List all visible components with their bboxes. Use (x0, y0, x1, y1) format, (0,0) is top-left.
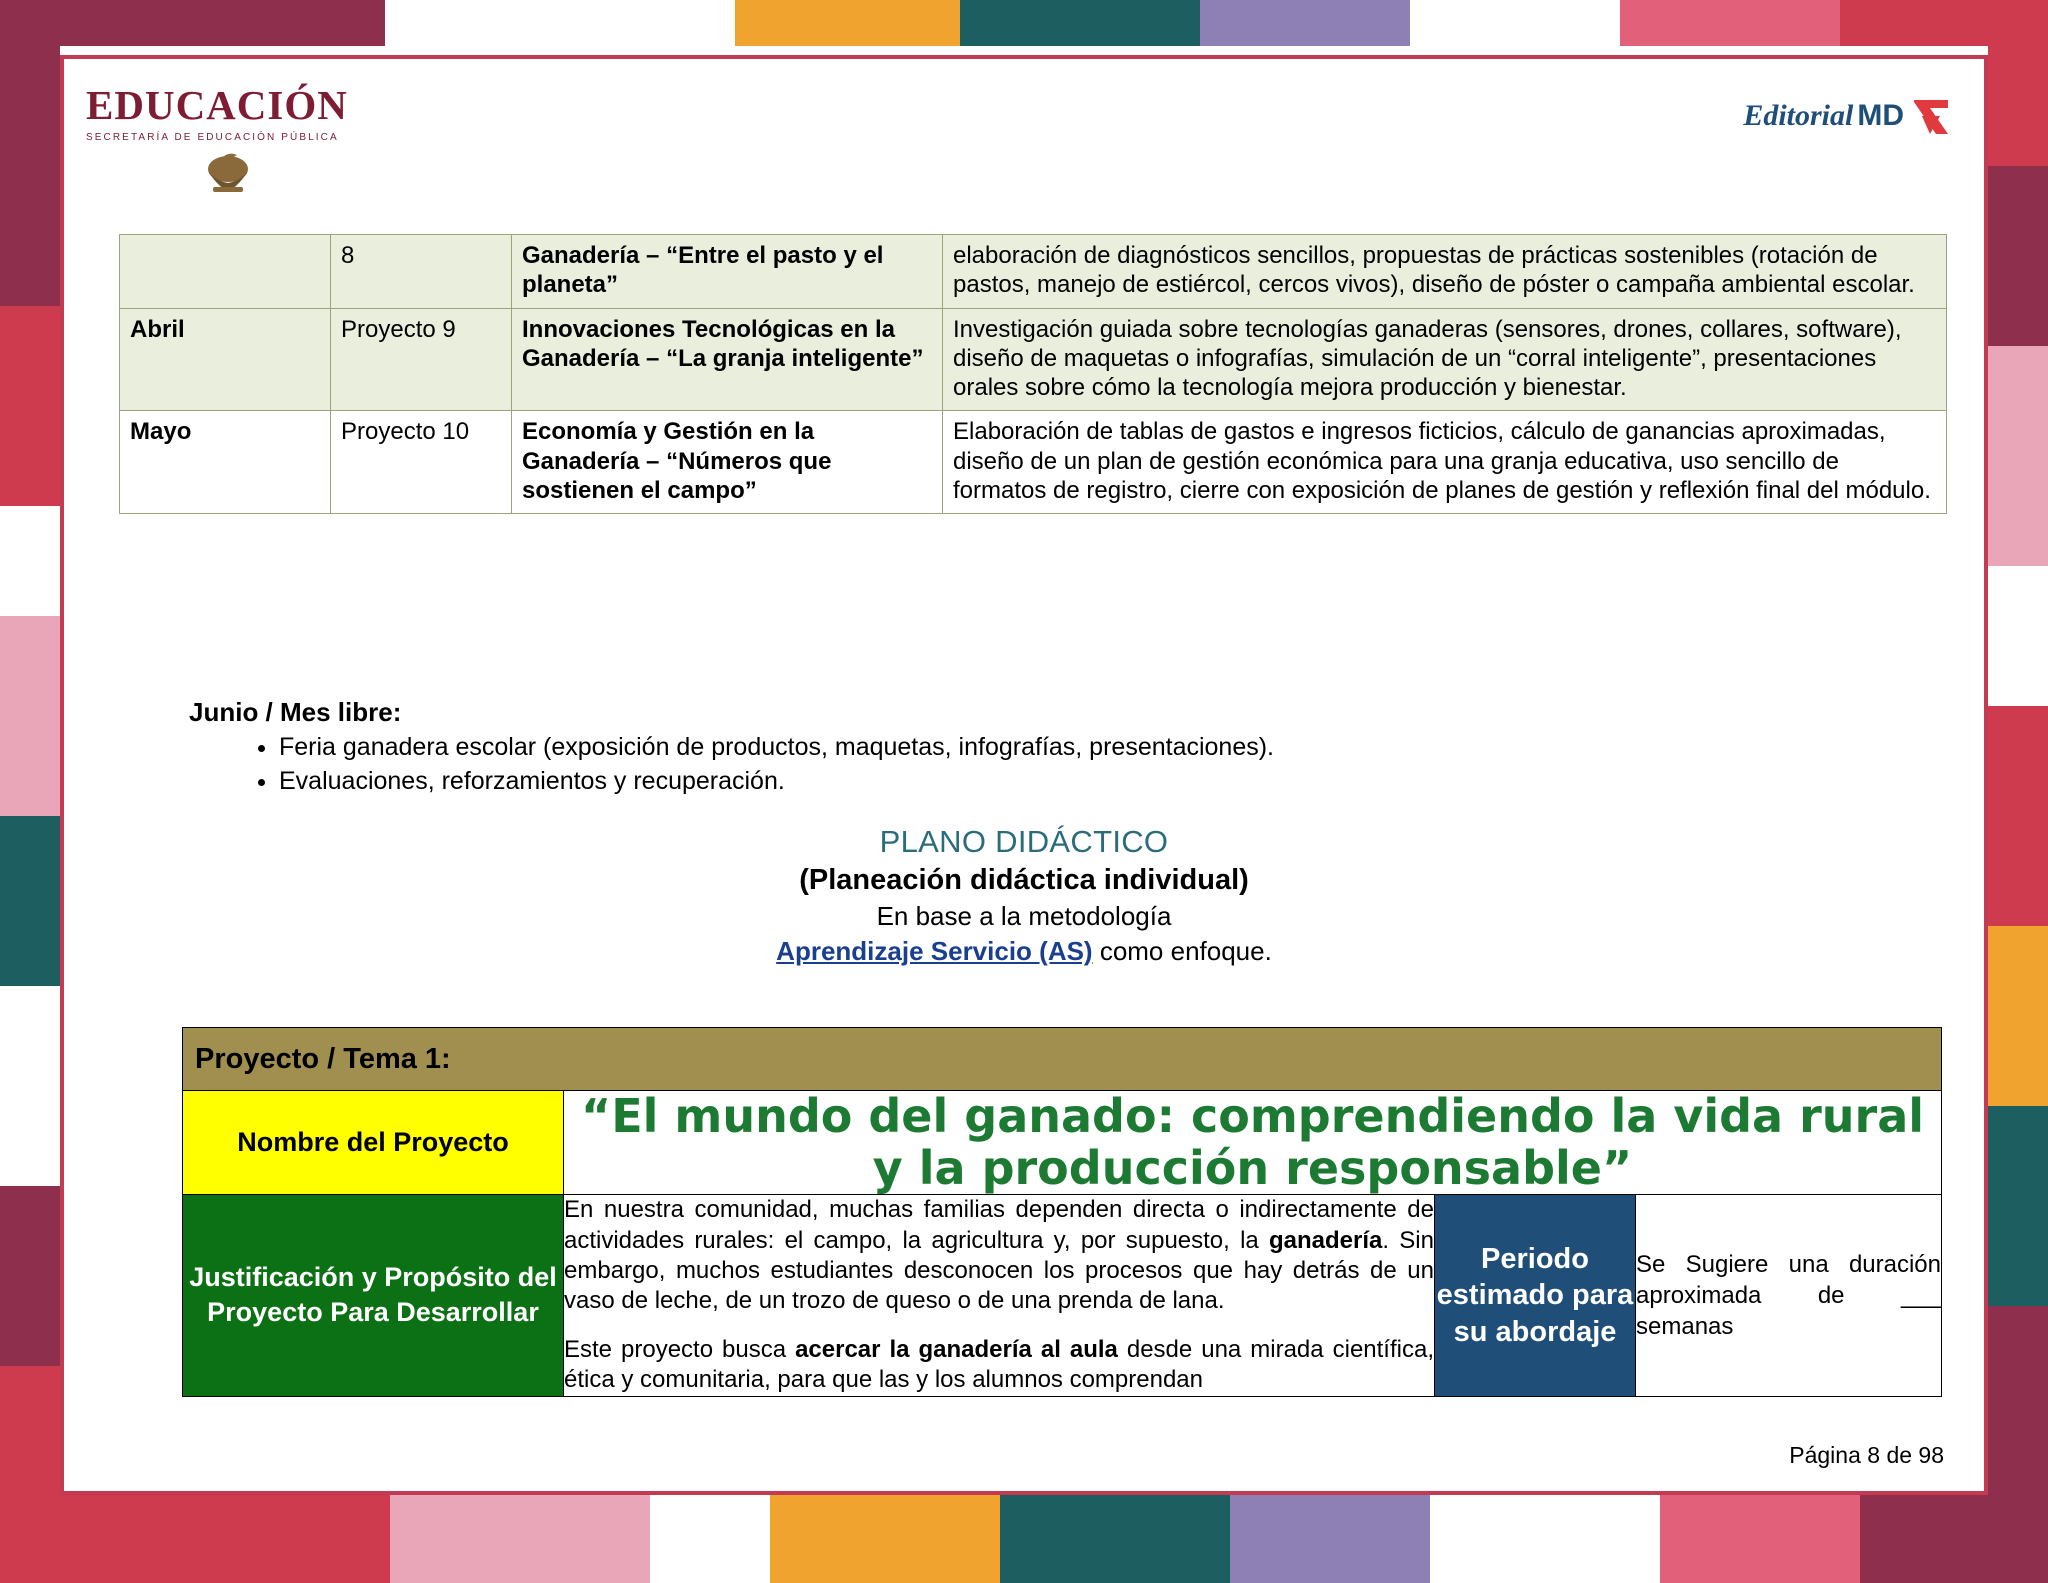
cell-mes: Abril (120, 308, 331, 411)
plano-method-line: En base a la metodología (876, 901, 1172, 931)
deco-block (1200, 0, 1410, 46)
aprendizaje-servicio-link[interactable]: Aprendizaje Servicio (AS) (776, 936, 1093, 966)
sep-logo (86, 81, 506, 208)
project-name-row (183, 1091, 1942, 1195)
cell-descripcion: elaboración de diagnósticos sencillos, propuestas de prácticas sostenibles (rotación de pastos, manejo de estiércol, cercos vivos), diseño de póster o campaña ambiental escolar. (943, 235, 1947, 309)
deco-block (0, 986, 60, 1186)
editorial-md-mark-icon (1908, 94, 1954, 138)
table-row (120, 235, 1947, 309)
deco-block (0, 616, 60, 816)
deco-block (650, 1495, 770, 1583)
cell-tema: Innovaciones Tecnológicas en la Ganadería – “La granja inteligente” (512, 308, 943, 411)
justification-paragraph-2 (564, 1335, 1434, 1396)
project-name-label: Nombre del Proyecto (183, 1091, 564, 1195)
cell-tema: Ganadería – “Entre el pasto y el planeta” (512, 235, 943, 309)
junio-heading: Junio / Mes libre: (189, 697, 402, 727)
duracion-blank-field[interactable]: ___ (1900, 1281, 1941, 1309)
deco-block (1660, 1495, 1860, 1583)
editorial-label: Editorial (1743, 99, 1854, 132)
sep-logo-subtitle: SECRETARÍA DE EDUCACIÓN PÚBLICA (86, 132, 339, 143)
table-row (120, 411, 1947, 514)
plano-didactico-heading (64, 824, 1984, 967)
justification-p1-bold: ganadería (1269, 1226, 1383, 1254)
plano-title: PLANO DIDÁCTICO (879, 824, 1169, 859)
justification-p2-bold: acercar la ganadería al aula (795, 1335, 1118, 1363)
cell-mes: Mayo (120, 411, 331, 514)
deco-block (1988, 166, 2048, 346)
deco-block (0, 506, 60, 616)
deco-block (1620, 0, 1840, 46)
junio-list (239, 731, 1274, 799)
project-card-table (182, 1027, 1942, 1397)
deco-block (1410, 0, 1620, 46)
deco-block (1988, 1106, 2048, 1306)
justification-label: Justificación y Propósito del Proyecto Para Desarrollar (183, 1195, 564, 1397)
deco-block (0, 46, 60, 306)
deco-block (0, 816, 60, 986)
page-number: Página 8 de 98 (1789, 1442, 1944, 1468)
deco-block (735, 0, 960, 46)
deco-block (390, 1495, 650, 1583)
deco-block (1988, 346, 2048, 566)
deco-block (1000, 1495, 1230, 1583)
deco-block (1988, 46, 2048, 166)
duracion-part2: semanas (1636, 1313, 1734, 1341)
monthly-plan-table (119, 234, 1947, 514)
deco-block (0, 0, 385, 46)
justification-p1-part1: En nuestra comunidad, muchas familias dependen directa o indirectamente de actividades rurales: el campo, la agricultura y, por supuesto, la (564, 1196, 1434, 1254)
justification-paragraph-1 (564, 1195, 1434, 1317)
deco-block (0, 1186, 60, 1366)
justification-p2-part1: Este proyecto busca (564, 1335, 796, 1363)
justification-p1-part2: . Sin embargo, muchos estudiantes desconocen los procesos que hay detrás de un vaso de leche, de un trozo de queso o de una prenda de lana. (564, 1226, 1434, 1315)
deco-block (960, 0, 1200, 46)
project-tema-label: Proyecto / Tema 1: (183, 1028, 1942, 1091)
periodo-label: Periodo estimado para su abordaje (1435, 1195, 1636, 1397)
list-item: • Feria ganadera escolar (exposición de productos, maquetas, infografías, presentaciones). (279, 731, 1274, 765)
deco-block (1988, 566, 2048, 706)
plano-subtitle: (Planeación didáctica individual) (799, 864, 1249, 896)
duracion-text (1636, 1195, 1942, 1397)
project-name-value: “El mundo del ganado: comprendiendo la vida rural y la producción responsable” (564, 1091, 1942, 1195)
editorial-md-label: MD (1857, 99, 1904, 132)
project-tema-row (183, 1028, 1942, 1091)
plano-method-tail: como enfoque. (1092, 936, 1272, 966)
deco-block (1860, 1495, 2048, 1583)
list-item: • Evaluaciones, reforzamientos y recuperación. (279, 765, 1274, 799)
deco-block (770, 1495, 1000, 1583)
deco-block (385, 0, 735, 46)
cell-proyecto: Proyecto 10 (331, 411, 512, 514)
cell-mes (120, 235, 331, 309)
cell-proyecto: 8 (331, 235, 512, 309)
national-emblem-icon (191, 149, 265, 203)
deco-block (1230, 1495, 1430, 1583)
sep-logo-title: EDUCACIÓN (86, 82, 348, 128)
table-row (120, 308, 1947, 411)
deco-block (1988, 706, 2048, 926)
justification-p2-part2: desde una mirada científica, ética y comunitaria, para que las y los alumnos comprendan (564, 1335, 1434, 1394)
cell-descripcion: Elaboración de tablas de gastos e ingresos ficticios, cálculo de ganancias aproximadas, diseño de un plan de gestión económica para una granja educativa, uso sencillo de formatos de registro, cierre con exposición de planes de gestión y reflexión final del módulo. (943, 411, 1947, 514)
deco-block (0, 306, 60, 506)
deco-block (1430, 1495, 1660, 1583)
deco-block (1840, 0, 2048, 46)
project-justification-row (183, 1195, 1942, 1397)
justification-text (564, 1195, 1435, 1397)
cell-descripcion: Investigación guiada sobre tecnologías ganaderas (sensores, drones, collares, software), diseño de maquetas o infografías, simulación de un “corral inteligente”, presentaciones orales sobre cómo la tecnología mejora producción y bienestar. (943, 308, 1947, 411)
deco-block (0, 1495, 390, 1583)
plano-method-name-line (64, 936, 1984, 967)
editorial-md-logo (1743, 94, 1954, 138)
document-page (60, 55, 1988, 1495)
cell-tema: Economía y Gestión en la Ganadería – “Números que sostienen el campo” (512, 411, 943, 514)
cell-proyecto: Proyecto 9 (331, 308, 512, 411)
deco-block (1988, 926, 2048, 1106)
duracion-part1: Se Sugiere una duración aproximada de (1636, 1250, 1941, 1309)
